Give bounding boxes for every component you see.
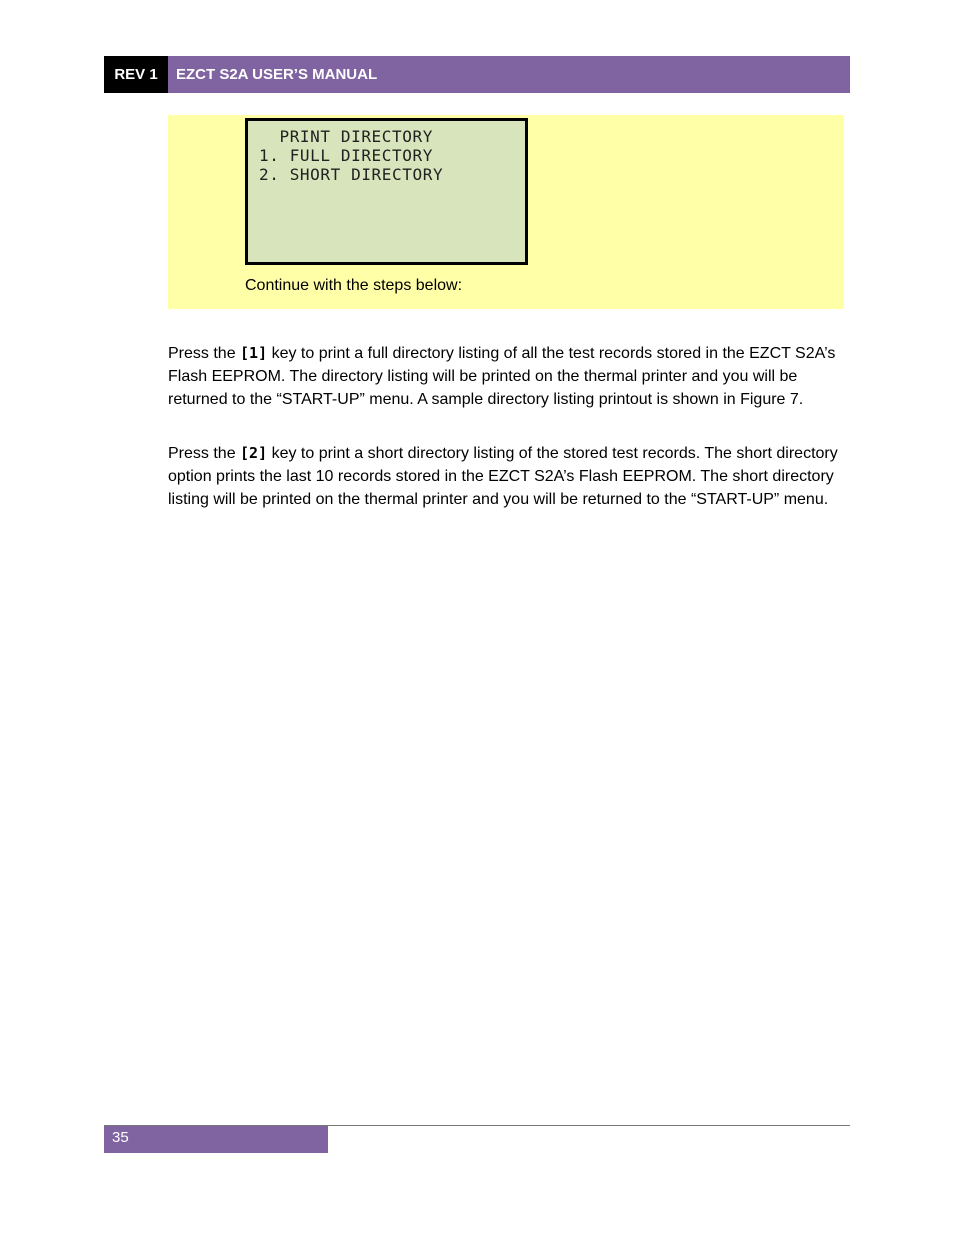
paragraph-full-directory [168,342,844,411]
lcd-line-option-2: 2. SHORT DIRECTORY [259,165,444,184]
lcd-screen [245,118,528,265]
manual-title: EZCT S2A USER’S MANUAL [168,56,850,93]
paragraph-2-pre: Press the [168,445,241,462]
continue-text: Continue with the steps below: [245,277,463,294]
paragraph-1-post: key to print a full directory listing of all the test records stored in the EZCT S2A’s Flash EEPROM. The directory listing will be printed on the thermal printer and you will be returned to the “START-UP” menu. A sample directory listing printout is shown in Figure 7. [168,345,836,408]
paragraph-2-post: key to print a short directory listing of the stored test records. The short directory option prints the last 10 records stored in the EZCT S2A’s Flash EEPROM. The short directory listing will be printed on the thermal printer and you will be returned to the “START-UP” menu. [168,445,838,508]
paragraph-short-directory [168,442,844,511]
key-2-label: [2] [240,444,268,462]
lcd-line-option-1: 1. FULL DIRECTORY [259,146,433,165]
paragraph-1-pre: Press the [168,345,241,362]
key-1-label: [1] [240,344,268,362]
page-header [104,56,850,93]
revision-label: REV 1 [104,56,168,93]
lcd-line-title: PRINT DIRECTORY [259,127,433,146]
page-number: 35 [104,1126,328,1153]
